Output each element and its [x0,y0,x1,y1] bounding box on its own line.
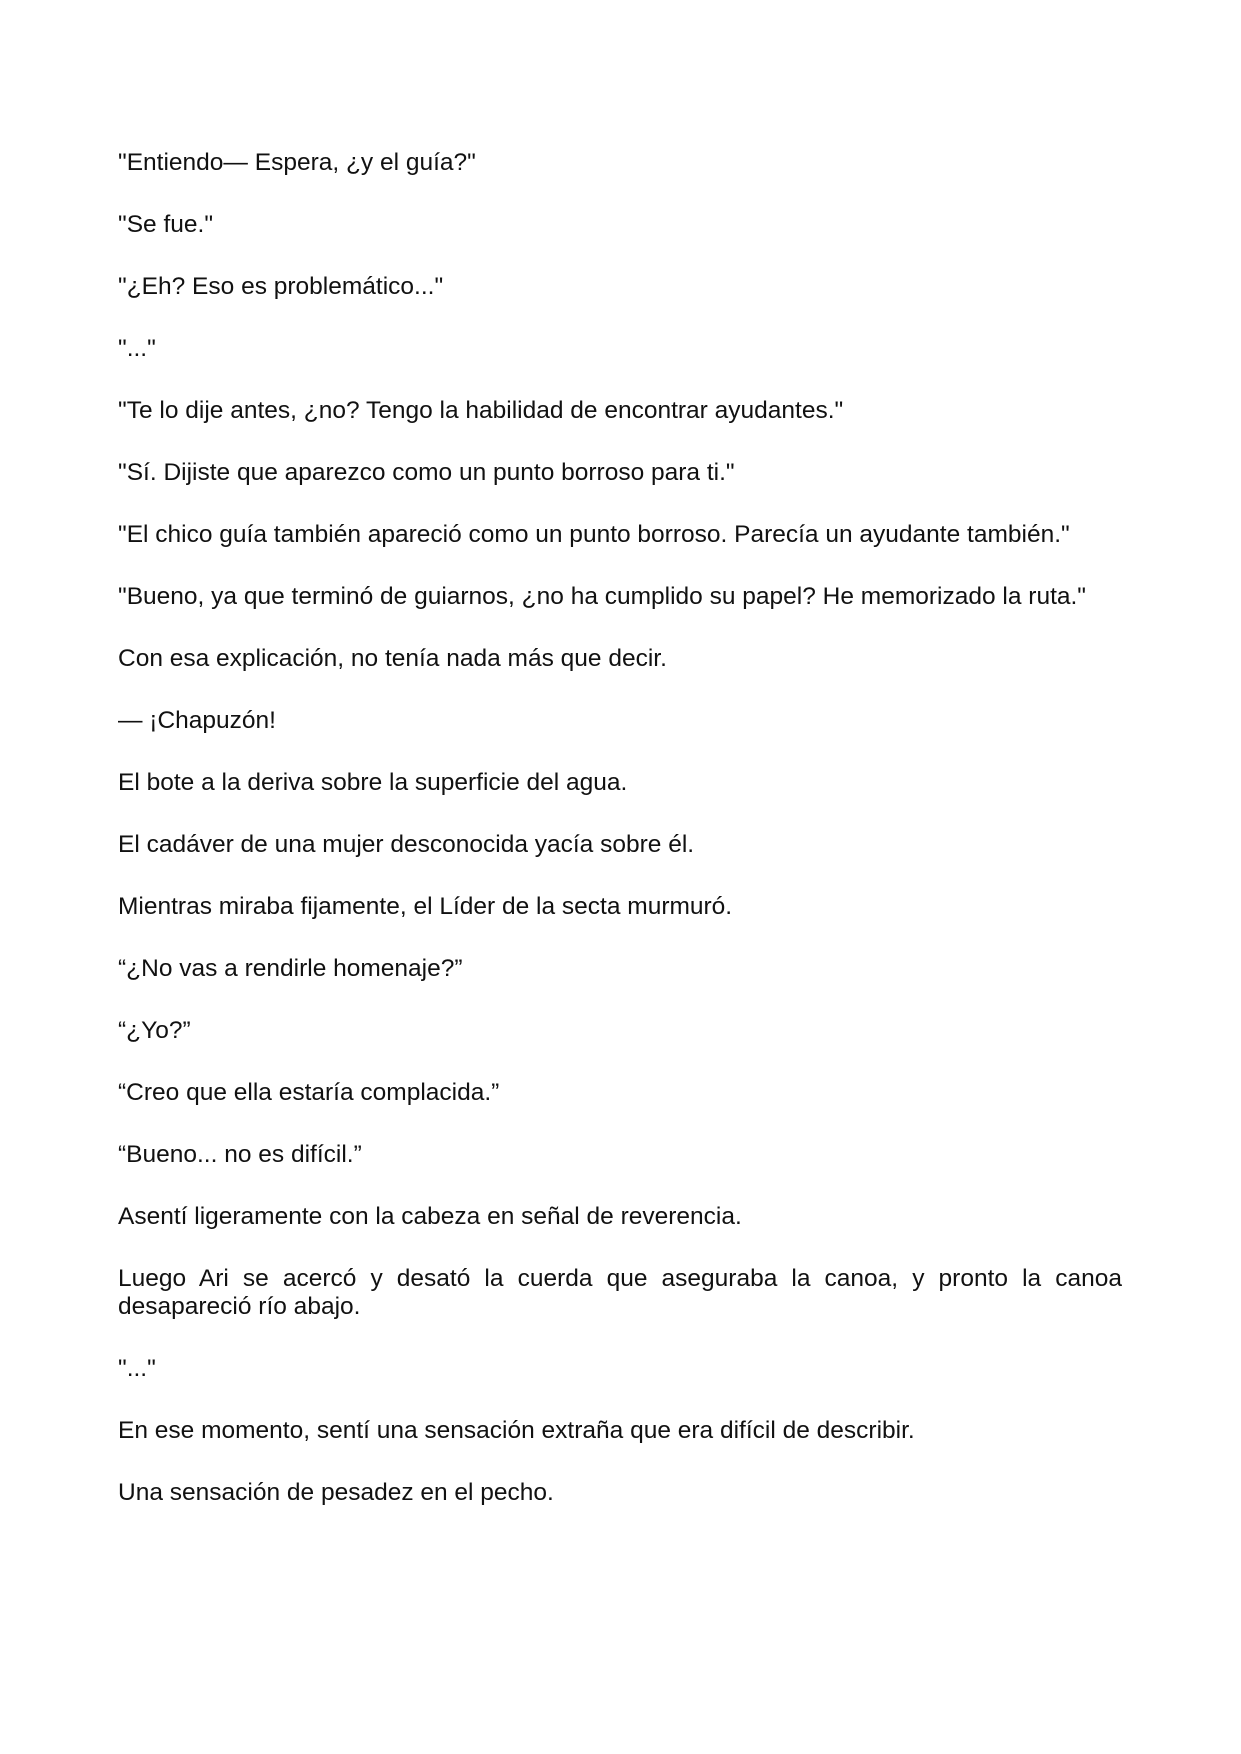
paragraph-12: El cadáver de una mujer desconocida yacía sobre él. [118,831,695,858]
document-page [118,149,1122,1541]
paragraph-17: “Bueno... no es difícil.” [118,1141,362,1168]
paragraph-21: En ese momento, sentí una sensación extraña que era difícil de describir. [118,1417,915,1444]
paragraph-6: "Sí. Dijiste que aparezco como un punto borroso para ti." [118,459,735,486]
paragraph-22: Una sensación de pesadez en el pecho. [118,1479,554,1506]
paragraph-7: "El chico guía también apareció como un punto borroso. Parecía un ayudante también." [118,521,1070,548]
paragraph-2: "Se fue." [118,211,214,238]
paragraph-5: "Te lo dije antes, ¿no? Tengo la habilidad de encontrar ayudantes." [118,397,844,424]
paragraph-13: Mientras miraba fijamente, el Líder de la secta murmuró. [118,893,733,920]
paragraph-3: "¿Eh? Eso es problemático..." [118,273,444,300]
paragraph-18: Asentí ligeramente con la cabeza en señal de reverencia. [118,1203,742,1230]
paragraph-1: "Entiendo— Espera, ¿y el guía?" [118,149,476,176]
paragraph-20: "..." [118,1355,156,1382]
paragraph-16: “Creo que ella estaría complacida.” [118,1079,500,1106]
paragraph-4: "..." [118,335,156,362]
paragraph-15: “¿Yo?” [118,1017,191,1044]
paragraph-10: — ¡Chapuzón! [118,707,276,734]
paragraph-9: Con esa explicación, no tenía nada más que decir. [118,645,667,672]
paragraph-14: “¿No vas a rendirle homenaje?” [118,955,463,982]
paragraph-19: Luego Ari se acercó y desató la cuerda que aseguraba la canoa, y pronto la canoa desapareció río abajo. [118,1265,1122,1320]
paragraph-8: "Bueno, ya que terminó de guiarnos, ¿no ha cumplido su papel? He memorizado la ruta." [118,583,1087,610]
paragraph-11: El bote a la deriva sobre la superficie del agua. [118,769,628,796]
